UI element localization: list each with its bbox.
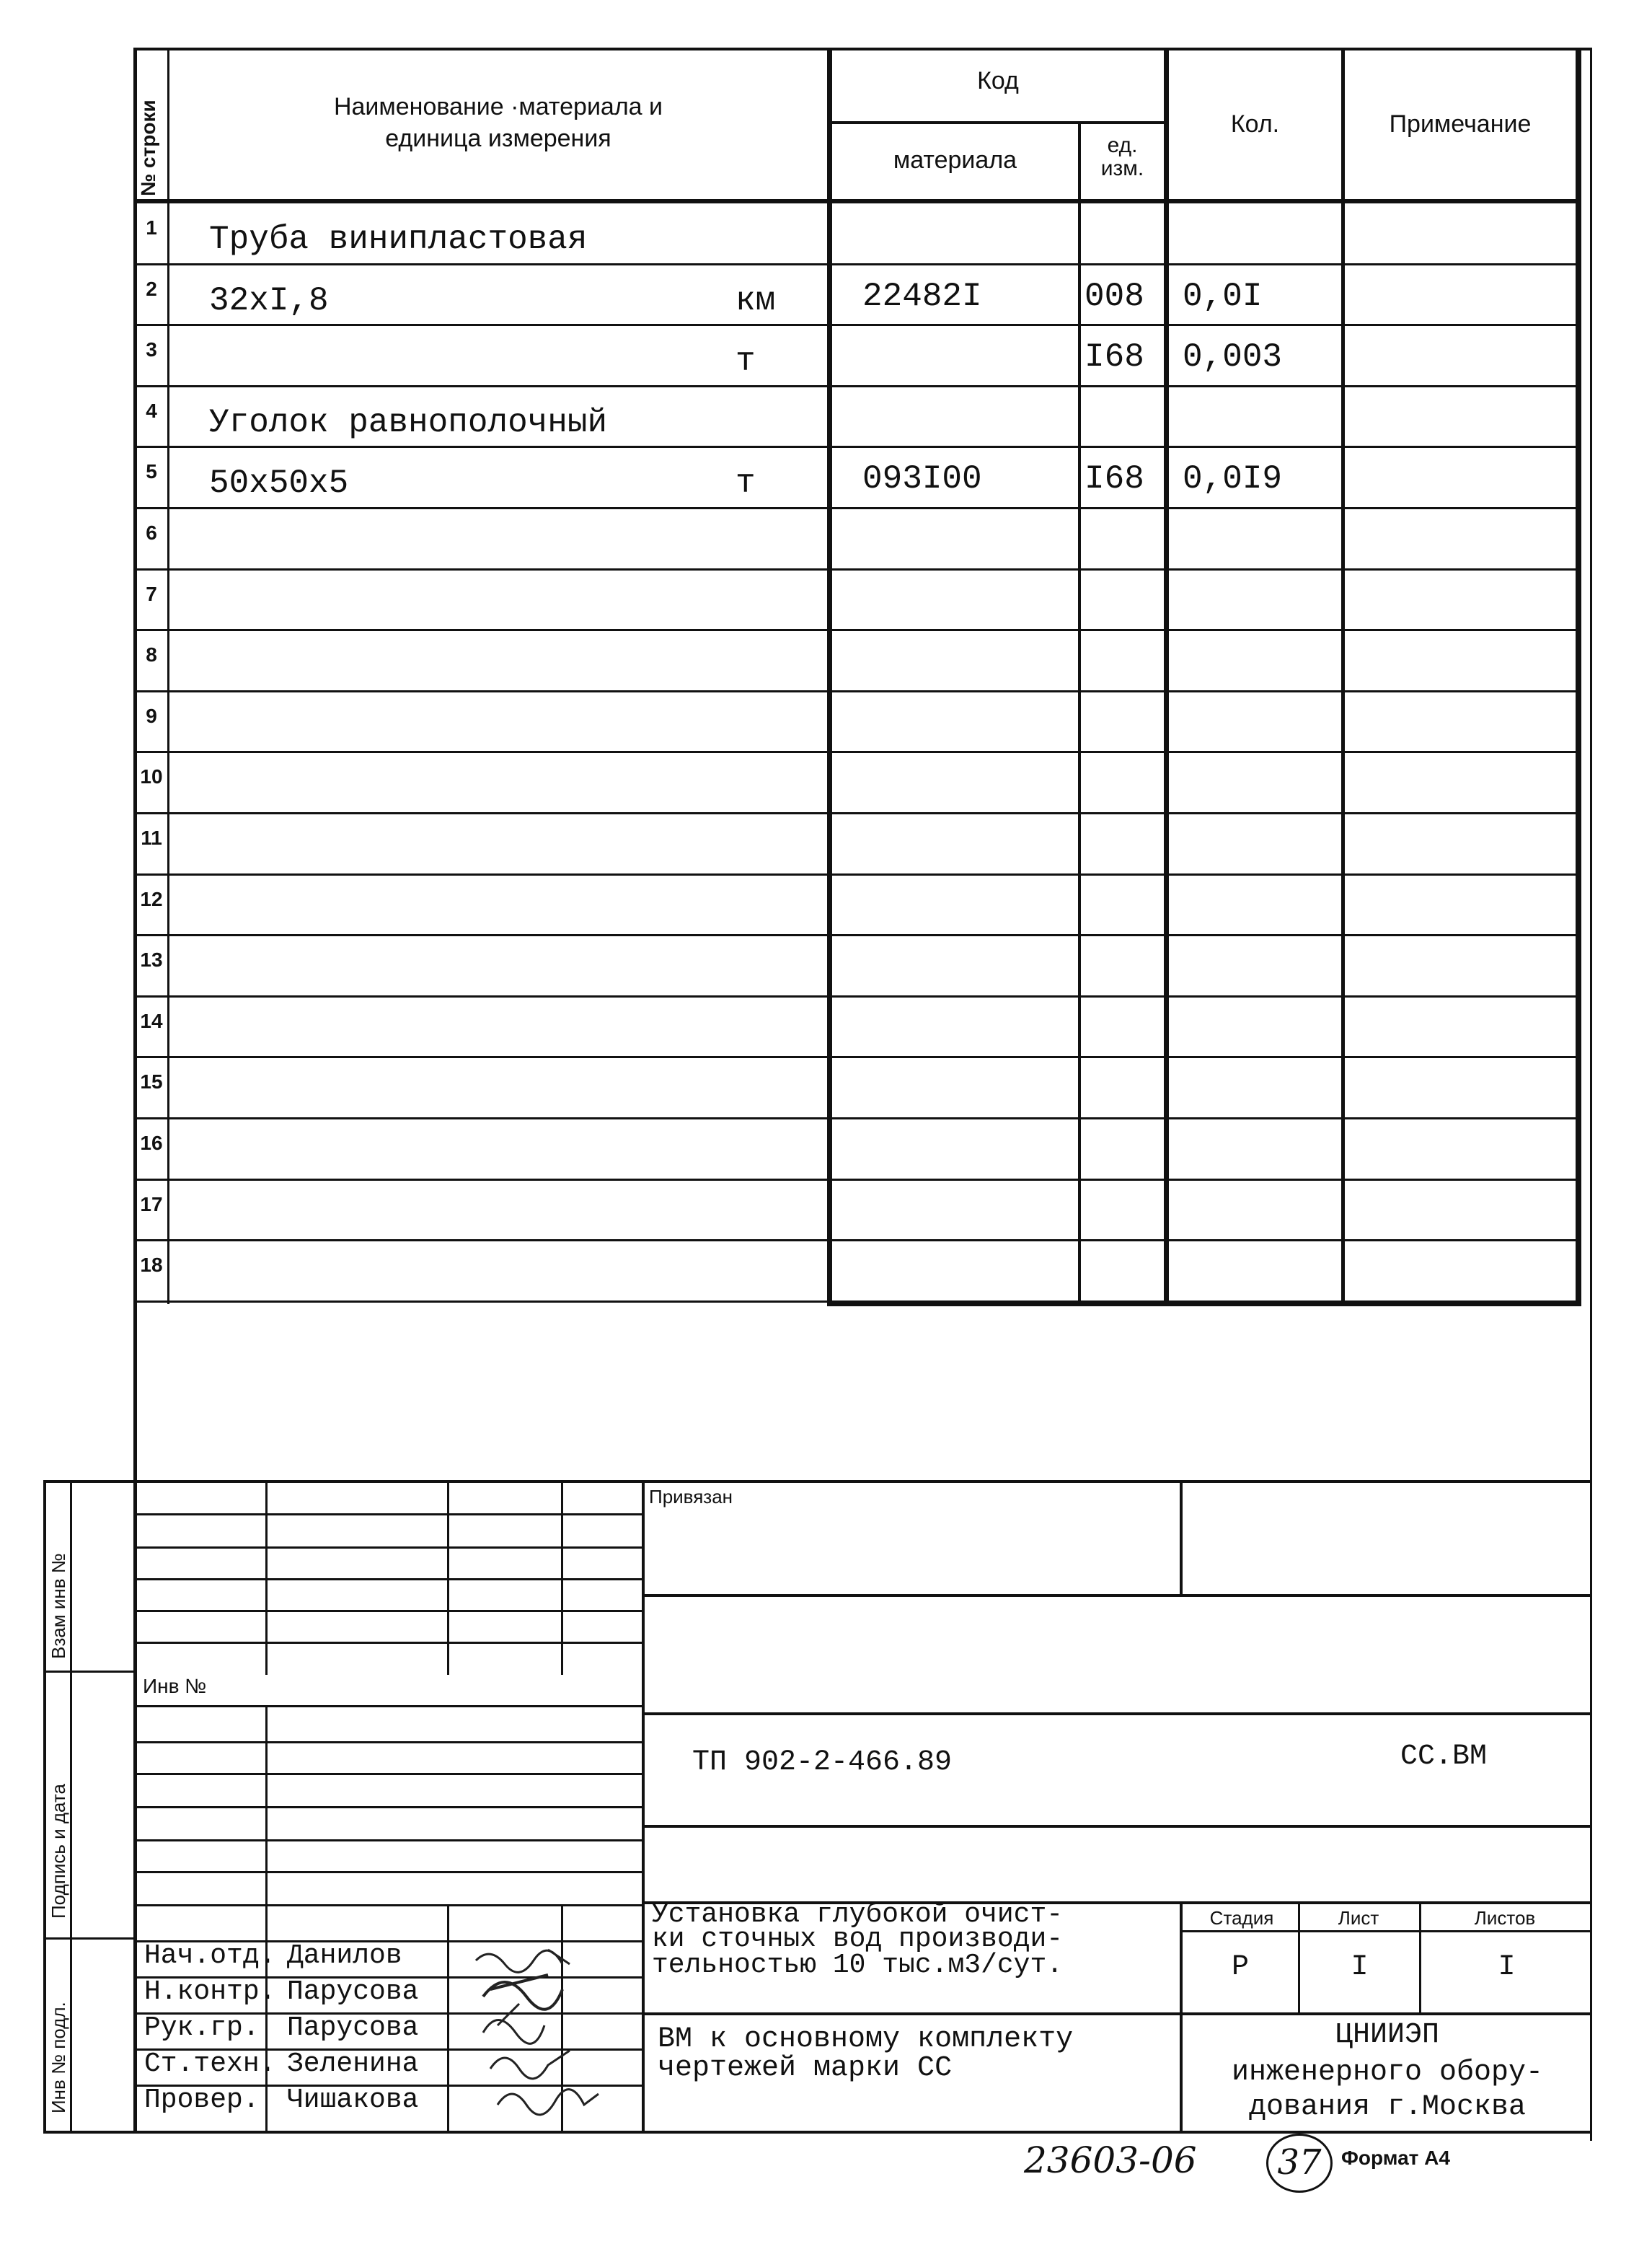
subtitle-line2: чертежей марки СС — [658, 2052, 953, 2085]
code-header: Код — [977, 67, 1019, 94]
quantity: 0,0I9 — [1183, 460, 1283, 498]
title-line2: ки сточных вод производи- — [652, 1924, 1064, 1955]
quantity-header: Кол. — [1230, 110, 1280, 138]
material-code: 093I00 — [862, 460, 982, 498]
doc-code: ТП 902-2-466.89 — [692, 1746, 953, 1779]
org-line1: ЦНИИЭП — [1335, 2019, 1440, 2051]
unit-code: I68 — [1085, 460, 1144, 498]
row-number: 11 — [141, 827, 162, 849]
table-row — [0, 1119, 1652, 1180]
stamp-divider — [133, 1741, 645, 1743]
table-row — [0, 447, 1652, 509]
table-row — [0, 752, 1652, 814]
unit-code: I68 — [1085, 338, 1144, 376]
signer-role: Ст.техн. — [144, 2048, 276, 2079]
material-name: 32xI,8 — [209, 282, 329, 320]
stamp-divider — [133, 1871, 645, 1873]
stamp-divider — [133, 1705, 645, 1707]
table-row — [0, 1180, 1652, 1241]
sheets-label: Листов — [1474, 1907, 1536, 1929]
inv-podl-label: Инв № подл. — [48, 2002, 69, 2113]
row-number: 7 — [146, 583, 157, 605]
table-row — [0, 997, 1652, 1058]
table-row — [0, 203, 1652, 265]
stamp-divider — [133, 1610, 645, 1612]
unit-name: км — [736, 282, 776, 320]
unit-code-header-line2: изм. — [1100, 157, 1144, 180]
vzam-inv-label: Взам инв № — [48, 1553, 69, 1659]
stamp-divider — [133, 1904, 645, 1906]
table-row — [0, 1241, 1652, 1302]
row-number: 4 — [146, 400, 157, 422]
sheet-value: I — [1351, 1951, 1369, 1984]
row-number: 18 — [140, 1254, 163, 1276]
sheets-value: I — [1498, 1951, 1516, 1984]
stamp-divider — [133, 1642, 645, 1644]
signer-role: Провер. — [144, 2085, 260, 2116]
org-line2: инженерного обору- — [1231, 2056, 1544, 2089]
signer-role: Нач.отд. — [144, 1940, 276, 1971]
org-line3: дования г.Москва — [1248, 2091, 1527, 2123]
stamp-divider — [133, 1578, 645, 1580]
material-code: 22482I — [862, 278, 982, 315]
signer-name: Парусова — [287, 2012, 419, 2043]
stamp-divider — [133, 1513, 645, 1515]
doc-mark: СС.ВМ — [1400, 1740, 1488, 1773]
stamp-divider — [133, 1773, 645, 1775]
row-number: 12 — [140, 888, 163, 910]
stamp-divider — [133, 1546, 645, 1549]
row-number: 9 — [146, 705, 157, 727]
stamp-divider — [133, 1839, 645, 1841]
table-row — [0, 814, 1652, 875]
material-name: Труба винипластовая — [209, 221, 588, 258]
privyazan-label: Привязан — [649, 1486, 733, 1508]
row-number-header: № строки — [137, 100, 159, 196]
format-label: Формат А4 — [1341, 2147, 1450, 2169]
signer-name: Чишакова — [287, 2085, 419, 2116]
table-row — [0, 875, 1652, 936]
row-number: 8 — [146, 643, 157, 666]
name-header-line2: единица измерения — [385, 125, 611, 152]
table-row — [0, 265, 1652, 326]
material-name: 50x50x5 — [209, 465, 349, 502]
material-code-header: материала — [893, 146, 1017, 174]
unit-code: 008 — [1085, 278, 1144, 315]
footer-number: 23603-06 — [1024, 2139, 1197, 2181]
table-row — [0, 325, 1652, 387]
signer-name: Данилов — [287, 1940, 402, 1971]
unit-name: т — [736, 465, 756, 502]
row-number: 17 — [140, 1193, 163, 1215]
row-number: 15 — [140, 1070, 163, 1093]
stage-label: Стадия — [1209, 1907, 1274, 1929]
table-row — [0, 1057, 1652, 1119]
row-number: 5 — [146, 460, 157, 483]
inv-no-label: Инв № — [143, 1675, 207, 1697]
signer-name: Парусова — [287, 1976, 419, 2007]
table-row — [0, 936, 1652, 997]
sheet-label: Лист — [1338, 1907, 1379, 1929]
row-number: 2 — [146, 278, 157, 300]
row-number: 14 — [140, 1010, 163, 1032]
row-number: 16 — [140, 1132, 163, 1154]
stage-value: Р — [1231, 1951, 1249, 1984]
table-row — [0, 630, 1652, 692]
signer-role: Н.контр. — [144, 1976, 276, 2007]
quantity: 0,0I — [1183, 278, 1263, 315]
note-header: Примечание — [1389, 110, 1532, 138]
row-number: 3 — [146, 338, 157, 361]
table-row — [0, 692, 1652, 753]
podpis-data-label: Подпись и дата — [48, 1783, 69, 1919]
table-row — [0, 570, 1652, 631]
footer-page: 37 — [1266, 2134, 1333, 2193]
title-line3: тельностью 10 тыс.м3/сут. — [652, 1950, 1064, 1981]
unit-name: т — [736, 343, 756, 380]
title-line1: Установка глубокой очист- — [652, 1899, 1064, 1930]
subtitle-line1: ВМ к основному комплекту — [658, 2023, 1074, 2056]
table-row — [0, 509, 1652, 570]
signatures — [461, 1939, 649, 2132]
unit-code-header-line1: ед. — [1107, 133, 1138, 157]
row-number: 6 — [146, 521, 157, 544]
material-name: Уголок равнополочный — [209, 404, 608, 441]
name-header-line1: Наименование ·материала и — [333, 93, 663, 120]
signer-name: Зеленина — [287, 2048, 419, 2079]
row-number: 10 — [140, 765, 163, 788]
signer-role: Рук.гр. — [144, 2012, 260, 2043]
quantity: 0,003 — [1183, 338, 1283, 376]
stamp-divider — [133, 1806, 645, 1808]
table-row — [0, 387, 1652, 448]
row-number: 1 — [146, 216, 157, 239]
row-number: 13 — [140, 949, 163, 971]
